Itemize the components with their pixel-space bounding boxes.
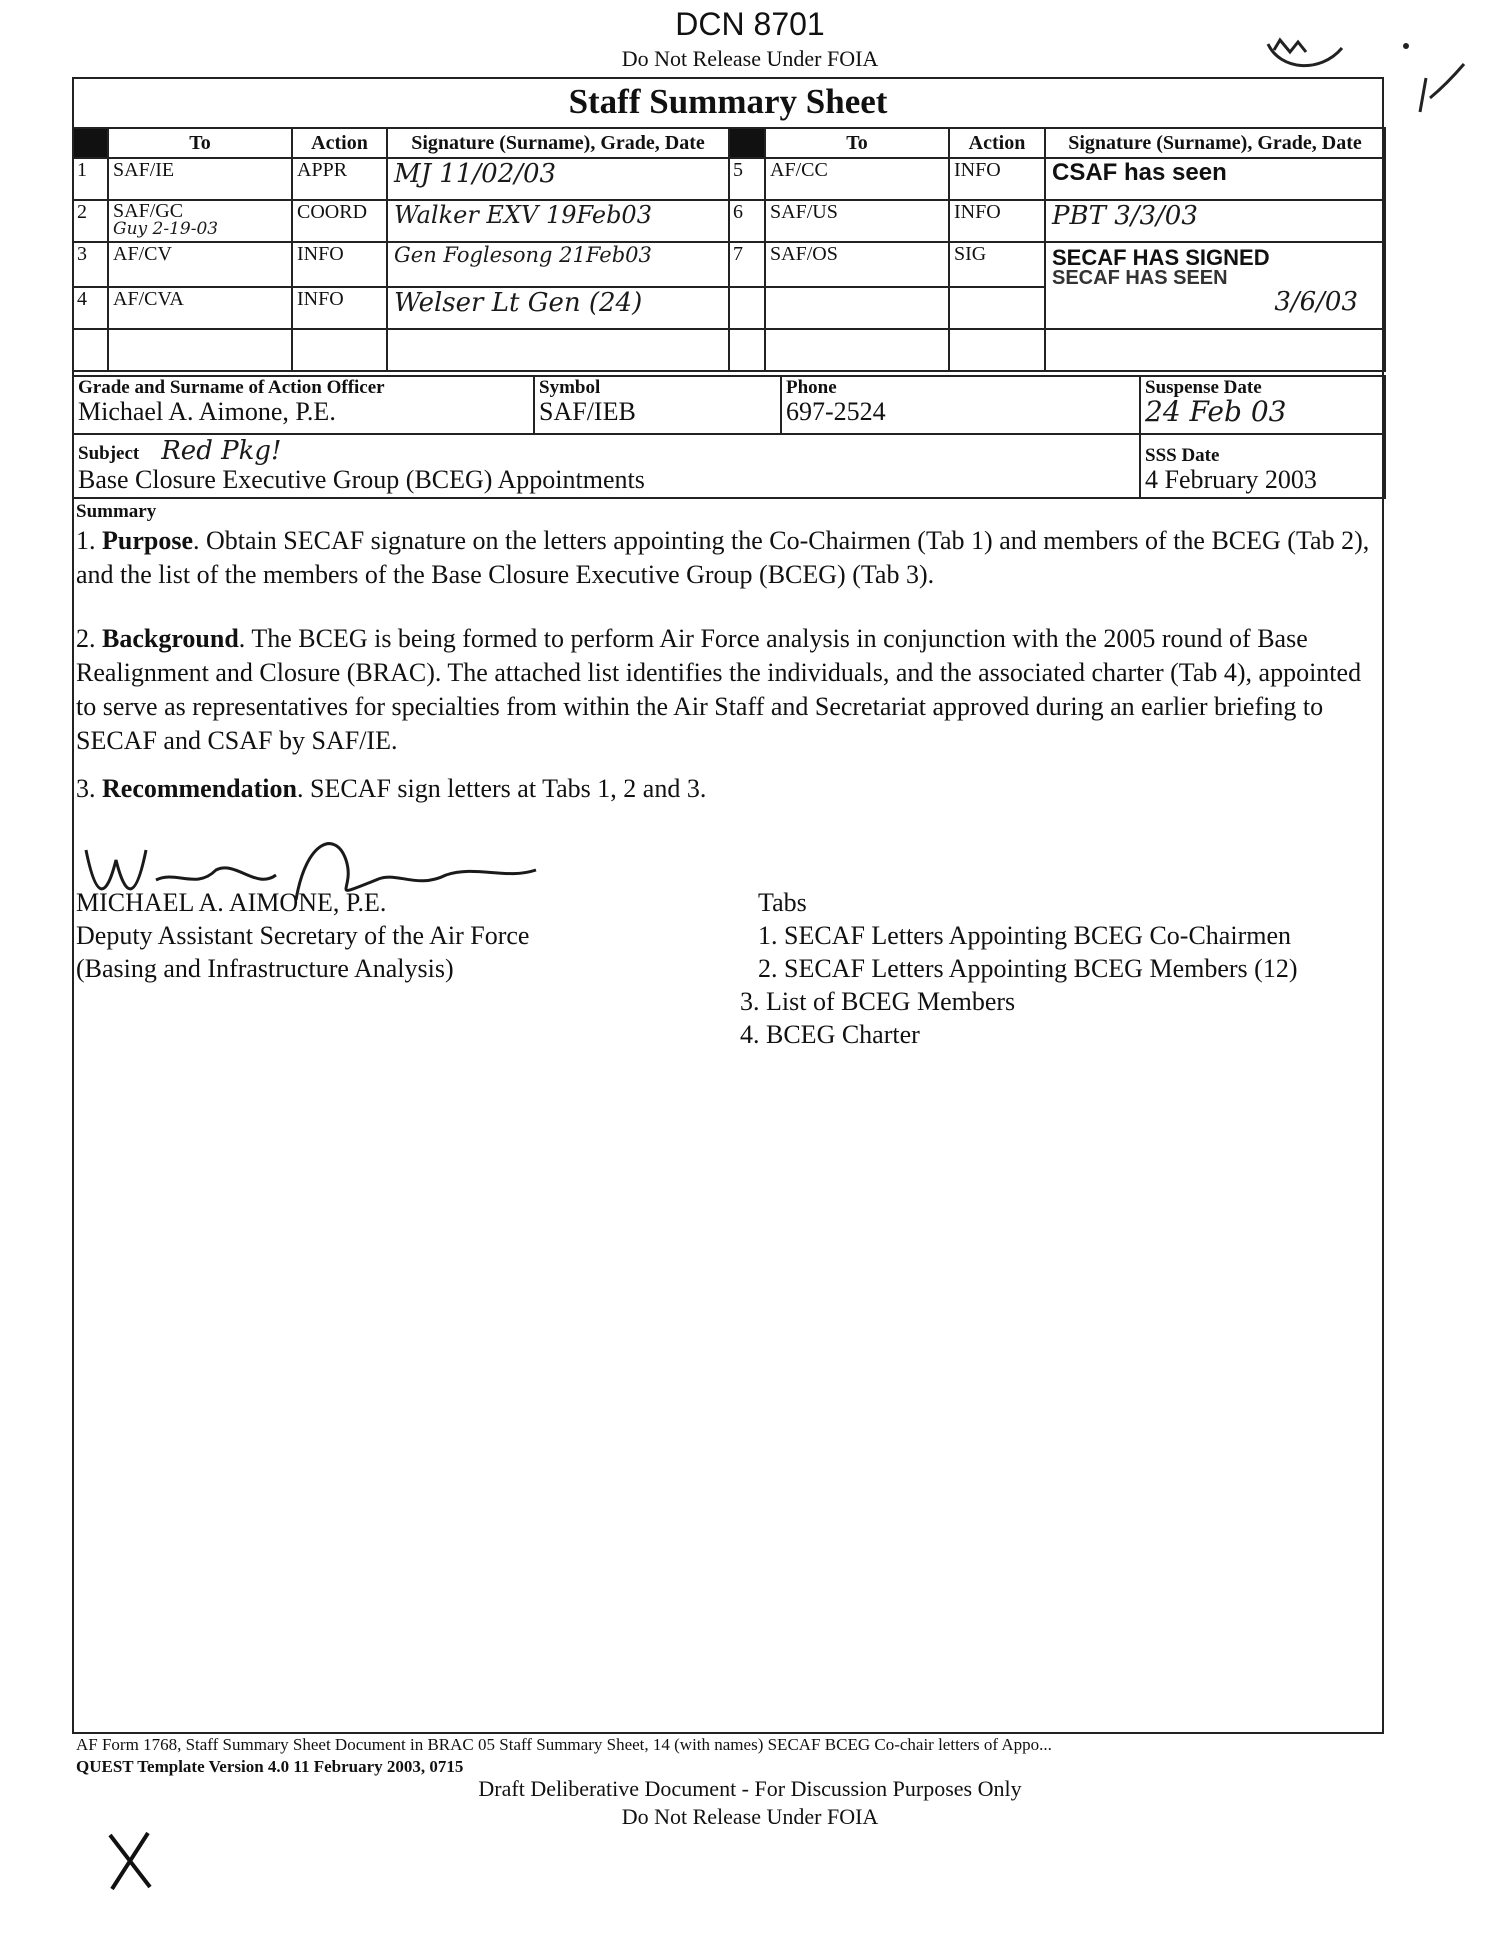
sss-date-cell: [1140, 434, 1385, 498]
routing-to: AF/CVA: [108, 287, 292, 329]
routing-signature: [387, 242, 729, 287]
subject-label: Subject: [78, 443, 140, 464]
signature-handwriting: Welser Lt Gen (24): [394, 288, 643, 318]
routing-row: [73, 287, 1385, 329]
routing-to: [108, 200, 292, 242]
routing-row: [73, 242, 1385, 287]
action-officer-cell: [73, 376, 534, 434]
routing-to: [765, 287, 949, 329]
row-number: [729, 329, 765, 371]
routing-signature: [387, 329, 729, 371]
foia-notice-bottom: Do Not Release Under FOIA: [621, 1804, 879, 1829]
row-number: 1: [73, 158, 108, 200]
signer-name: MICHAEL A. AIMONE, P.E.: [76, 888, 387, 917]
recommendation-heading: Recommendation: [102, 774, 297, 803]
routing-signature: [1045, 158, 1385, 200]
row-number: 6: [729, 200, 765, 242]
recommendation-paragraph: [76, 772, 1376, 806]
purpose-text: . Obtain SECAF signature on the letters appointing the Co-Chairmen (Tab 1) and members of the BCEG (Tab 2), and the list of the members of the Base Closure Executive Group (BCEG) (Tab 3).: [76, 526, 1370, 589]
suspense-date-value: 24 Feb 03: [1145, 395, 1287, 428]
routing-row: [73, 329, 1385, 371]
row-number: 2: [73, 200, 108, 242]
routing-to: [765, 329, 949, 371]
routing-signature: [1045, 200, 1385, 242]
routing-action: [949, 287, 1045, 329]
header-action-left: Action: [292, 128, 387, 158]
purpose-paragraph: [76, 524, 1376, 592]
phone-cell: [781, 376, 1140, 434]
background-paragraph: [76, 622, 1376, 758]
routing-action: INFO: [292, 287, 387, 329]
tabs-label: Tabs: [758, 888, 807, 917]
signature-handwriting: Walker EXV 19Feb03: [394, 201, 652, 229]
tab-item: 1. SECAF Letters Appointing BCEG Co-Chairmen: [758, 921, 1291, 950]
routing-to: AF/CV: [108, 242, 292, 287]
signature-date: 3/6/03: [1274, 287, 1358, 317]
subject-value: Base Closure Executive Group (BCEG) Appointments: [78, 465, 645, 494]
form-title: Staff Summary Sheet: [568, 82, 888, 121]
routing-signature: [1045, 329, 1385, 371]
x-mark-icon: [100, 1825, 160, 1895]
row-number: [73, 329, 108, 371]
purpose-number: 1.: [76, 526, 96, 555]
header-signature-right: Signature (Surname), Grade, Date: [1045, 128, 1385, 158]
officer-info-table: [72, 375, 1386, 435]
routing-action: APPR: [292, 158, 387, 200]
foia-notice-top: Do Not Release Under FOIA: [621, 46, 879, 71]
template-version-line: QUEST Template Version 4.0 11 February 2003, 0715: [76, 1757, 464, 1776]
signature-handwriting: PBT 3/3/03: [1052, 201, 1198, 231]
routing-action: INFO: [949, 158, 1045, 200]
dot-mark-icon: [1398, 38, 1418, 58]
signed-stamp: SECAF HAS SIGNED: [1052, 245, 1270, 270]
recommendation-text: . SECAF sign letters at Tabs 1, 2 and 3.: [296, 774, 707, 803]
action-officer-label: Grade and Surname of Action Officer: [78, 377, 385, 398]
routing-header-row: [73, 128, 1385, 158]
phone-value: 697-2524: [786, 397, 886, 426]
background-heading: Background: [102, 624, 239, 653]
subject-table: [72, 433, 1386, 499]
routing-signature: [387, 200, 729, 242]
summary-label: Summary: [76, 501, 157, 522]
routing-to: [108, 329, 292, 371]
suspense-date-label: Suspense Date: [1145, 377, 1262, 398]
routing-action: COORD: [292, 200, 387, 242]
signer-title-line-1: Deputy Assistant Secretary of the Air Force: [76, 921, 530, 950]
symbol-cell: [534, 376, 781, 434]
tab-item: 4. BCEG Charter: [740, 1020, 920, 1049]
routing-signature: [1045, 242, 1385, 287]
tab-item: 3. List of BCEG Members: [740, 987, 1016, 1016]
initials-mark-icon: [1260, 36, 1350, 76]
action-officer-value: Michael A. Aimone, P.E.: [78, 397, 336, 426]
tab-item: 2. SECAF Letters Appointing BCEG Members (12): [758, 954, 1298, 983]
signature-block: [76, 886, 529, 985]
routing-table: [72, 127, 1386, 372]
signature-handwriting: Gen Foglesong 21Feb03: [394, 243, 652, 267]
routing-signature: [387, 287, 729, 329]
routing-signature: [1045, 287, 1385, 329]
row-number: [729, 287, 765, 329]
seen-stamp: SECAF HAS SEEN: [1052, 267, 1228, 289]
routing-action: [292, 329, 387, 371]
routing-to: SAF/OS: [765, 242, 949, 287]
header-num-cell: [729, 128, 765, 158]
phone-label: Phone: [786, 377, 837, 398]
signer-title-line-2: (Basing and Infrastructure Analysis): [76, 954, 454, 983]
symbol-value: SAF/IEB: [539, 397, 636, 426]
tabs-list: [740, 886, 1297, 1051]
draft-notice: Draft Deliberative Document - For Discussion Purposes Only: [478, 1776, 1022, 1801]
check-mark-icon: [1412, 58, 1472, 118]
routing-to: SAF/US: [765, 200, 949, 242]
background-number: 2.: [76, 624, 96, 653]
header-num-cell: [73, 128, 108, 158]
signature-handwriting: MJ 11/02/03: [394, 159, 557, 189]
background-text: . The BCEG is being formed to perform Air Force analysis in conjunction with the 2005 round of Base Realignment and Closure (BRAC). The attached list identifies the individuals, and the associated charter (Tab 4), appointed to serve as representatives for specialties from within the Air Staff and Secretariat approved during an earlier briefing to SECAF and CSAF by SAF/IE.: [76, 624, 1362, 755]
suspense-date-cell: [1140, 376, 1385, 434]
header-signature-left: Signature (Surname), Grade, Date: [387, 128, 729, 158]
routing-to: AF/CC: [765, 158, 949, 200]
routing-action: SIG: [949, 242, 1045, 287]
routing-action: INFO: [949, 200, 1045, 242]
routing-signature: [387, 158, 729, 200]
routing-to: SAF/IE: [108, 158, 292, 200]
subject-cell: [73, 434, 1140, 498]
recommendation-number: 3.: [76, 774, 96, 803]
header-action-right: Action: [949, 128, 1045, 158]
header-to-right: To: [765, 128, 949, 158]
routing-row: [73, 200, 1385, 242]
routing-action: [949, 329, 1045, 371]
row-number: 3: [73, 242, 108, 287]
routing-to-note: Guy 2-19-03: [113, 219, 219, 239]
form-footer-line: AF Form 1768, Staff Summary Sheet Document in BRAC 05 Staff Summary Sheet, 14 (with names) SECAF BCEG Co-chair letters of Appo...: [76, 1735, 1052, 1754]
row-number: 4: [73, 287, 108, 329]
row-number: 7: [729, 242, 765, 287]
dcn-number: DCN 8701: [675, 6, 825, 42]
symbol-label: Symbol: [539, 377, 601, 398]
row-number: 5: [729, 158, 765, 200]
purpose-heading: Purpose: [102, 526, 193, 555]
sss-date-label: SSS Date: [1145, 445, 1220, 466]
subject-handwritten-note: Red Pkg!: [161, 436, 282, 466]
routing-action: INFO: [292, 242, 387, 287]
signature-stamp: CSAF has seen: [1052, 159, 1227, 186]
sss-date-value: 4 February 2003: [1145, 465, 1317, 494]
header-to-left: To: [108, 128, 292, 158]
routing-to-value: SAF/GC: [113, 200, 184, 222]
routing-row: [73, 158, 1385, 200]
